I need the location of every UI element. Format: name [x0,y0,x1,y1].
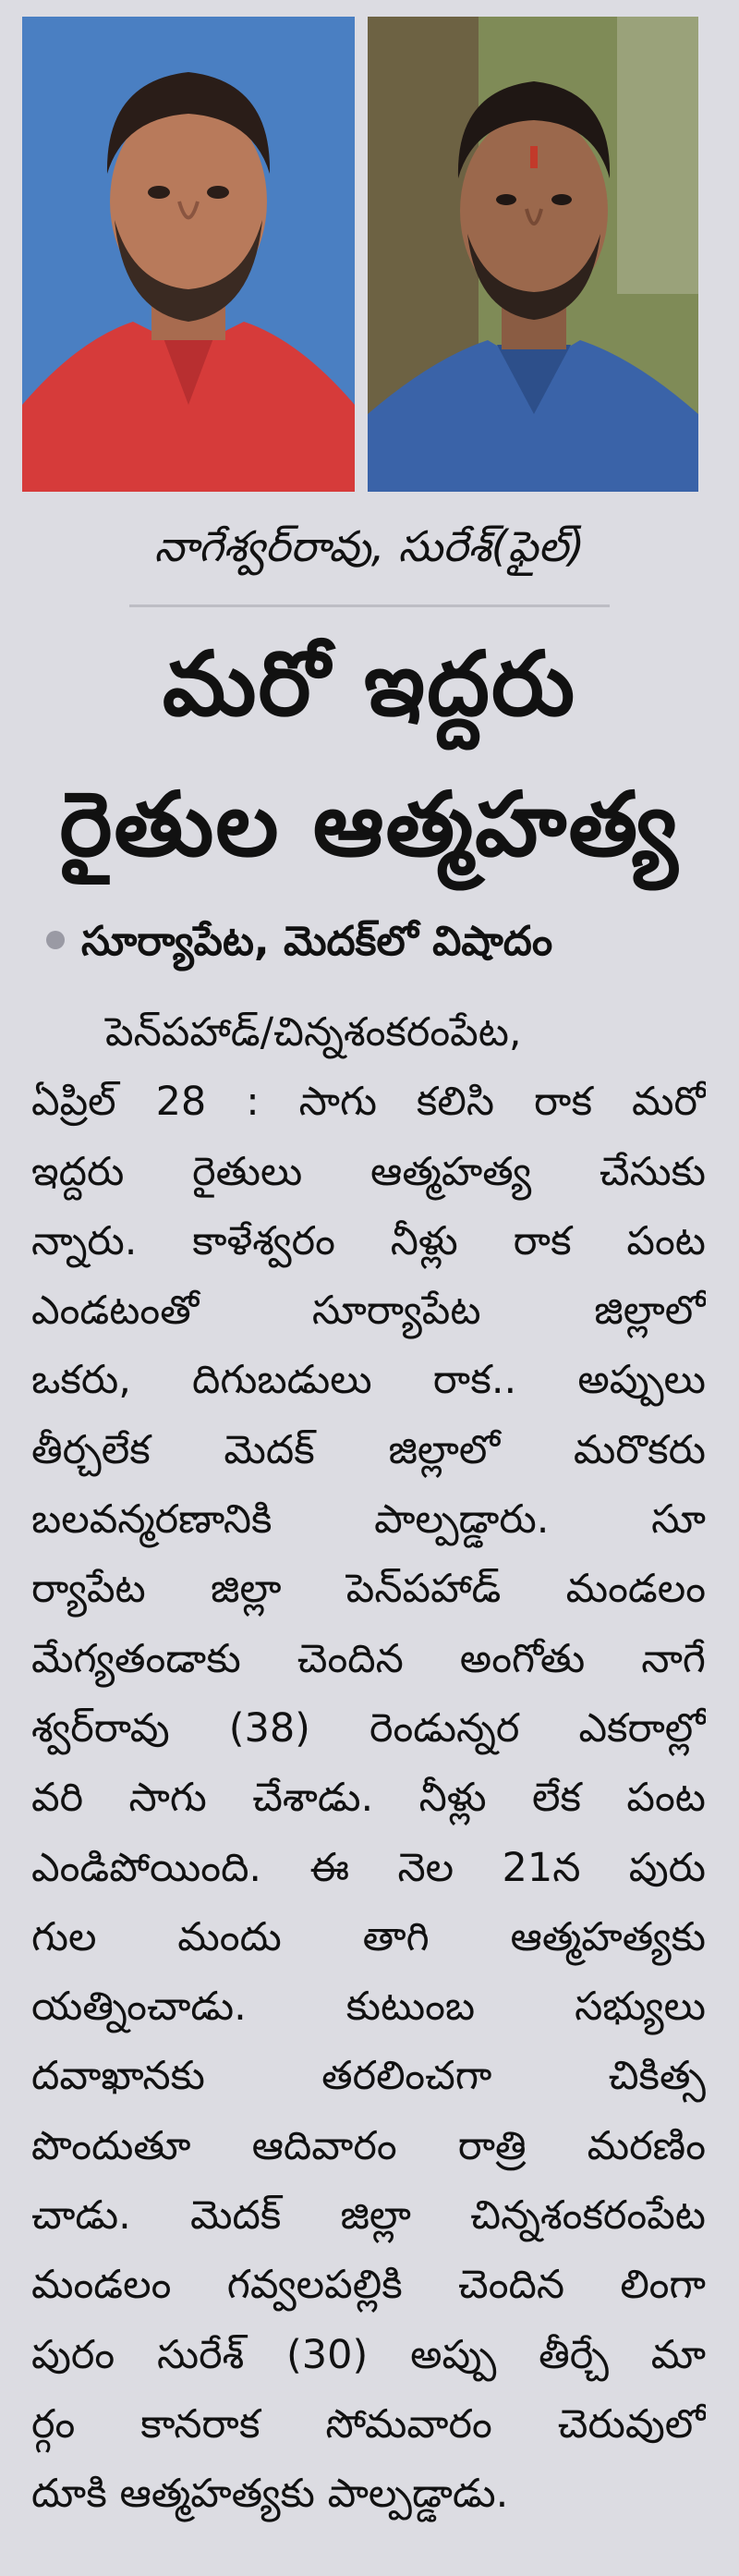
body-line: దూకి ఆత్మహత్యకు పాల్పడ్డాడు. [31,2471,509,2518]
photo-caption: నాగేశ్వర్‌రావు, సురేశ్‌(ఫైల్‌) [154,521,585,571]
suresh-photo [368,17,698,492]
body-line: పొందుతూ ఆదివారం రాత్రి మరణిం [31,2122,706,2169]
body-line: బలవన్మరణానికి పాల్పడ్డారు. సూ [31,1496,706,1544]
body-line: ఎండిపోయింది. ఈ నెల 21న పురు [31,1844,706,1891]
headline-line-2: రైతుల ఆత్మహత్య [59,773,680,876]
headline-line-1: మరో ఇద్దరు [162,632,577,736]
body-line: మేగ్యతండాకు చెందిన అంగోతు నాగే [31,1635,706,1682]
body-line: గుల మందు తాగి ఆత్మహత్యకు [31,1913,706,1960]
article-body [31,998,706,2530]
body-line: మండలం గవ్వలపల్లికి చెందిన లింగా [31,2262,706,2309]
body-line: ఇద్దరు రైతులు ఆత్మహత్య చేసుకు [31,1148,706,1195]
body-line: న్నారు. కాళేశ్వరం నీళ్లు రాక పంట [31,1217,706,1264]
body-line: పెన్‌పహాడ్‌/చిన్నశంకరంపేట, [105,1009,522,1056]
kicker [46,911,711,972]
body-line: ర్యాపేట జిల్లా పెన్‌పహాడ్‌ మండలం [31,1566,706,1613]
body-line: యత్నించాడు. కుటుంబ సభ్యులు [31,1984,706,2031]
body-line: తీర్చలేక మెదక్‌ జిల్లాలో మరొకరు [31,1426,706,1473]
caption-divider [129,604,610,607]
kicker-text: సూర్యాపేట, మెదక్‌లో విషాదం [81,918,553,965]
body-line: చాడు. మెదక్‌ జిల్లా చిన్నశంకరంపేట [31,2192,706,2240]
body-line: దవాఖానకు తరలించగా చికిత్స [31,2053,706,2100]
body-line: వరి సాగు చేశాడు. నీళ్లు లేక పంట [31,1775,706,1822]
bullet-icon [46,931,65,949]
body-line: ర్గం కానరాక సోమవారం చెరువులో [31,2400,706,2448]
suresh-portrait [368,17,698,492]
body-line: శ్వర్‌రావు (38) రెండున్నర ఎకరాల్లో [31,1704,706,1752]
nageswar-rao-portrait [22,17,355,492]
nageswar-rao-photo [22,17,355,492]
body-line: ఎండటంతో సూర్యాపేట జిల్లాలో [31,1288,706,1335]
body-line: ఒకరు, దిగుబడులు రాక.. అప్పులు [31,1357,706,1404]
body-line: ఏప్రిల్‌ 28 : సాగు కలిసి రాక మరో [31,1079,706,1126]
body-line: పురం సురేశ్‌ (30) అప్పు తీర్చే మా [31,2331,706,2378]
